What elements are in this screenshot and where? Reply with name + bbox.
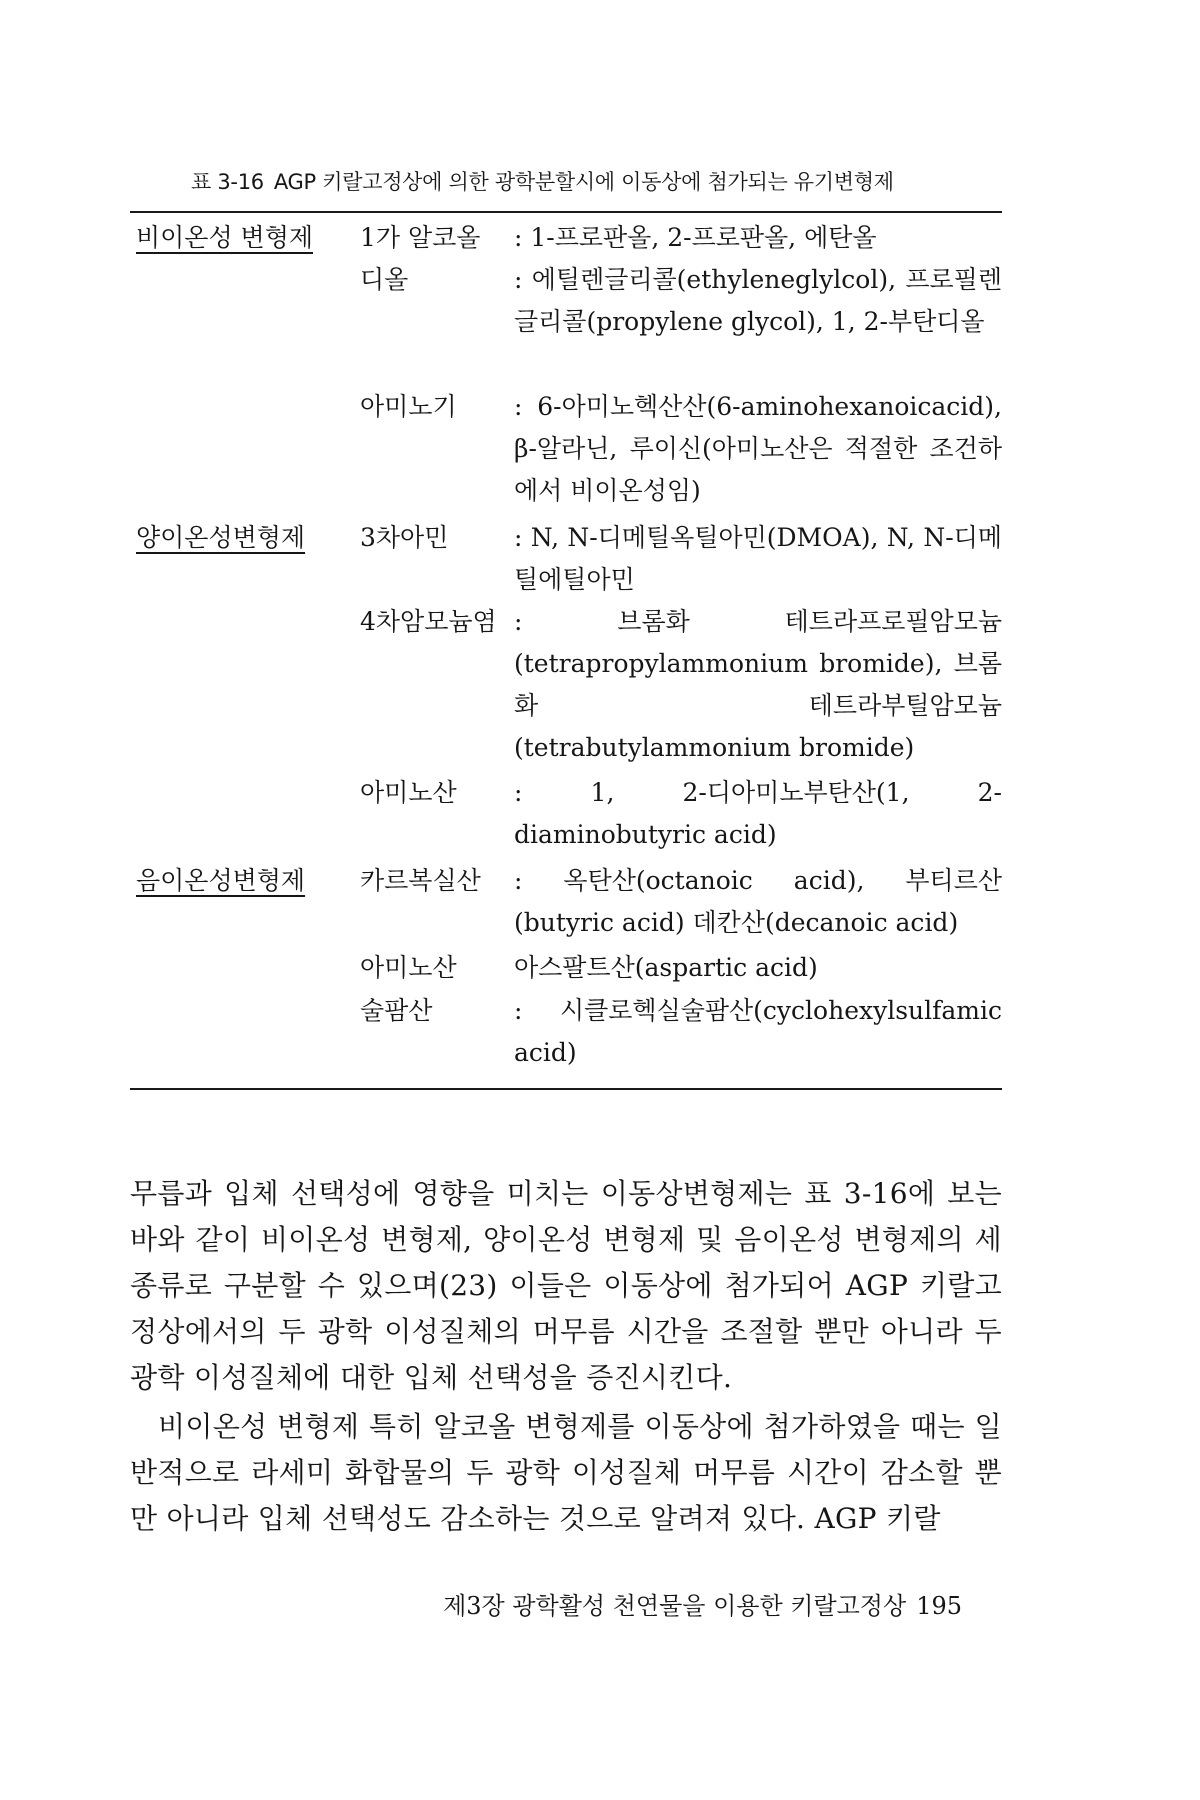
table-description: : 옥탄산(octanoic acid), 부티르산(butyric acid) 데칸산(decanoic acid) xyxy=(514,866,1002,937)
table-description: : 1-프로판올, 2-프로판올, 에탄올 xyxy=(514,223,877,252)
chapter-title: 제3장 광학활성 천연물을 이용한 키랄고정상 xyxy=(443,1592,907,1620)
table-description: : 1, 2-디아미노부탄산(1, 2-diaminobutyric acid) xyxy=(514,778,1002,849)
page-footer xyxy=(443,1586,962,1621)
table-subcategory: 디올 xyxy=(360,265,409,294)
table-bottom-rule xyxy=(130,1088,1002,1090)
table-caption-text: AGP 키랄고정상에 의한 광학분할시에 이동상에 첨가되는 유기변형제 xyxy=(273,170,894,194)
table-description: : 브롬화 테트라프로필암모늄(tetrapropylammonium bromide), 브롬화 테트라부틸암모늄(tetrabutylammonium bromide) xyxy=(514,607,1002,762)
table-description: : 시클로헥실술팜산(cyclohexylsulfamic acid) xyxy=(514,996,1002,1067)
table-description: : 6-아미노헥산산(6-aminohexanoicacid), β-알라닌, 루이신(아미노산은 적절한 조건하에서 비이온성임) xyxy=(514,392,1002,505)
table-subcategory: 카르복실산 xyxy=(360,866,481,895)
body-paragraph-1: 무릅과 입체 선택성에 영향을 미치는 이동상변형제는 표 3-16에 보는 바와 같이 비이온성 변형제, 양이온성 변형제 및 음이온성 변형제의 세 종류로 구분할 수 있으며(23) 이들은 이동상에 첨가되어 AGP 키랄고정상에서의 두 광학 이성질체의 머무름 시간을 조절할 뿐만 아니라 두 광학 이성질체에 대한 입체 선택성을 증진시킨다. xyxy=(130,1177,1002,1394)
table-description: : 에틸렌글리콜(ethyleneglylcol), 프로필렌글리콜(propylene glycol), 1, 2-부탄디올 xyxy=(514,265,1002,336)
table-subcategory: 4차암모늄염 xyxy=(360,607,497,636)
body-paragraph-2: 비이온성 변형제 특히 알코올 변형제를 이동상에 첨가하였을 때는 일반적으로 라세미 화합물의 두 광학 이성질체 머무름 시간이 감소할 뿐만 아니라 입체 선택성도 감소하는 것으로 알려져 있다. AGP 키랄 xyxy=(130,1410,1002,1535)
table-subcategory: 아미노산 xyxy=(360,953,457,982)
table-description: : N, N-디메틸옥틸아민(DMOA), N, N-디메틸에틸아민 xyxy=(514,523,1002,594)
table-caption-number: 표 3-16 xyxy=(191,170,264,194)
page-number: 195 xyxy=(916,1592,962,1620)
table-subcategory: 3차아민 xyxy=(360,523,449,552)
table-category: 양이온성변형제 xyxy=(136,523,306,552)
table-subcategory: 아미노기 xyxy=(360,392,457,421)
table-subcategory: 1가 알코올 xyxy=(360,223,481,252)
table-category: 음이온성변형제 xyxy=(136,866,306,895)
table-top-rule xyxy=(130,211,1002,213)
table-subcategory: 아미노산 xyxy=(360,778,457,807)
table-category: 비이온성 변형제 xyxy=(136,223,313,252)
table-subcategory: 술팜산 xyxy=(360,996,433,1025)
table-description: 아스팔트산(aspartic acid) xyxy=(514,953,818,982)
table-caption xyxy=(191,166,1011,196)
